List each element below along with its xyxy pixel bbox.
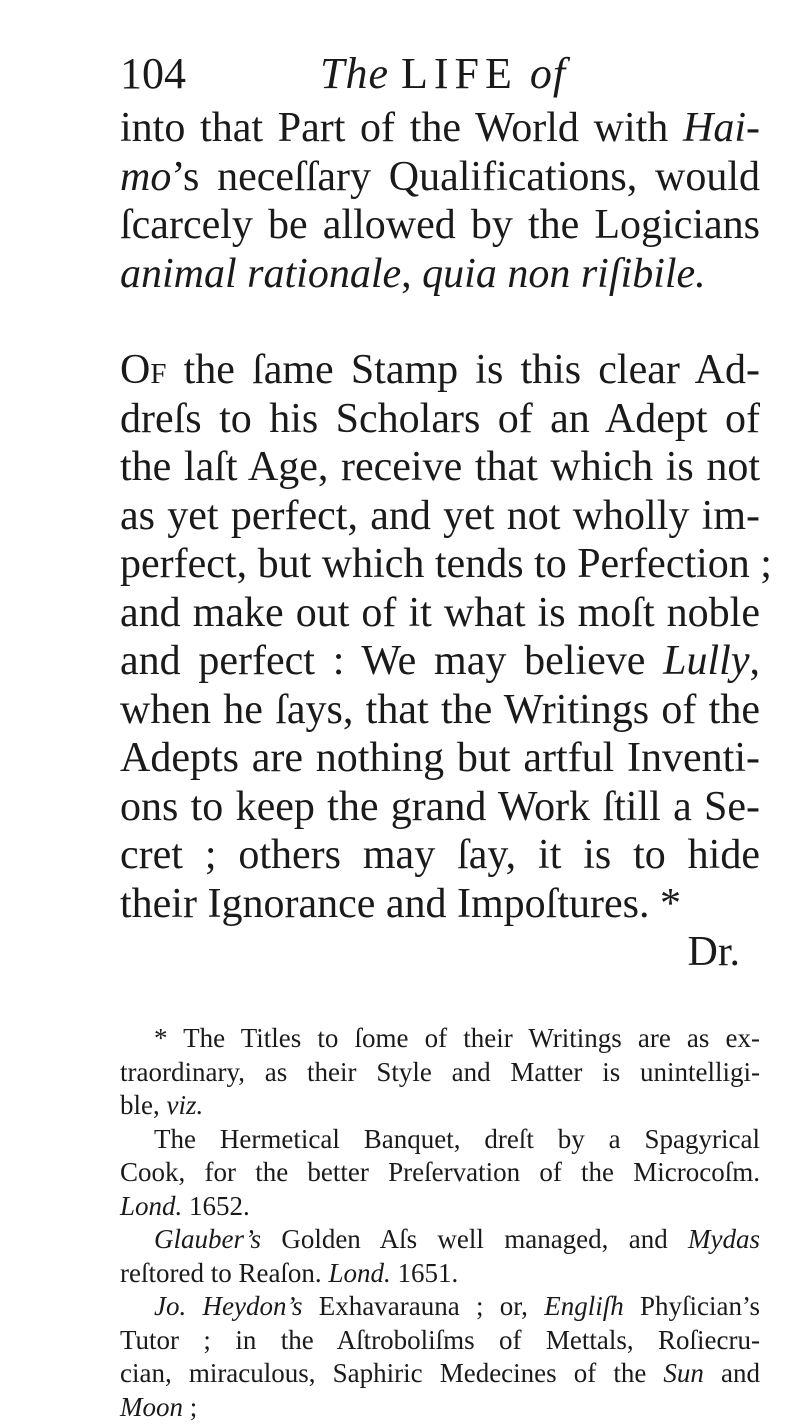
text-run: reſtored to Reaſon. [120, 1258, 328, 1288]
italic-run: Hai- [683, 105, 760, 151]
text-run: Golden Aſs well managed, and [261, 1224, 688, 1254]
text-run: 1651. [391, 1258, 459, 1288]
paragraph2-line [120, 492, 760, 541]
text-run: the ſame Stamp is this clear Ad- [166, 347, 760, 393]
paragraph2-line [120, 443, 760, 492]
footnote-line [120, 1357, 760, 1391]
text-run: and [704, 1358, 760, 1388]
text-run: , [750, 638, 761, 684]
running-title [320, 44, 566, 104]
text-run: cian, miraculous, Saphiric Medecines of the [120, 1358, 663, 1388]
italic-run: Lond. [120, 1191, 182, 1221]
text-run: their Ignorance and Impoſtures. * [120, 881, 681, 927]
paragraph1-line [120, 250, 760, 299]
footnote-line [120, 1290, 760, 1324]
italic-run: Lond. [328, 1258, 390, 1288]
small-caps-run: Of [120, 347, 166, 393]
text-run: , [401, 251, 422, 297]
catchword: Dr. [120, 928, 760, 977]
italic-run: Sun [663, 1358, 704, 1388]
text-run: into that Part of the World with [120, 105, 683, 151]
footnote-block [120, 1022, 760, 1424]
paragraph-1 [120, 104, 760, 298]
running-head [120, 44, 750, 104]
text-run: the laſt Age, receive that which is not [120, 444, 760, 490]
text-run: and make out of it what is moſt noble [120, 590, 760, 636]
text-run: Cook, for the better Preſervation of the Microcoſm. [120, 1157, 760, 1187]
footnote-line [120, 1089, 760, 1123]
footnote-line [120, 1190, 760, 1224]
italic-run: Mydas [688, 1224, 760, 1254]
body-text [120, 104, 760, 977]
paragraph2-line [120, 395, 760, 444]
italic-run: animal rationale [120, 251, 401, 297]
text-run: ; [183, 1392, 197, 1422]
footnote-line [120, 1324, 760, 1358]
running-title-prefix: The [320, 49, 389, 98]
paragraph2-line [120, 880, 760, 929]
italic-run: Lully [663, 638, 749, 684]
paragraph1-line [120, 153, 760, 202]
text-run: ’s neceſſary Qualifications, would [171, 154, 760, 200]
italic-run: viz. [167, 1090, 204, 1120]
footnote-line [120, 1391, 760, 1424]
text-run: * The Titles to ſome of their Writings are as ex- [154, 1023, 760, 1053]
paragraph2-line [120, 346, 760, 395]
text-run: Tutor ; in the Aſtroboliſms of Mettals, Roſiecru- [120, 1325, 760, 1355]
footnote-line [120, 1022, 760, 1056]
text-run: Exhavarauna ; or, [303, 1291, 545, 1321]
paragraph-gap [120, 298, 760, 346]
text-run: Phyſician’s [624, 1291, 760, 1321]
italic-run: Moon [120, 1392, 183, 1422]
footnote-line [120, 1123, 760, 1157]
text-run: perfect, but which tends to Perfection ; [120, 541, 772, 587]
footnote-line [120, 1257, 760, 1291]
paragraph2-line [120, 589, 760, 638]
paragraph2-line [120, 540, 760, 589]
text-run: traordinary, as their Style and Matter is unintelligi- [120, 1057, 760, 1087]
text-run: Adepts are nothing but artful Inventi- [120, 735, 760, 781]
footnote-line [120, 1156, 760, 1190]
text-run: ons to keep the grand Work ſtill a Se- [120, 784, 760, 830]
text-run: 1652. [182, 1191, 250, 1221]
footnotes [120, 1022, 760, 1424]
text-run: ble, [120, 1090, 167, 1120]
paragraph-2 [120, 346, 760, 928]
italic-run: quia non riſibile. [422, 251, 706, 297]
running-title-main: LIFE [401, 49, 518, 98]
paragraph2-line [120, 734, 760, 783]
page-number: 104 [120, 44, 186, 104]
paragraph2-line [120, 637, 760, 686]
paragraph2-line [120, 831, 760, 880]
text-run: ſcarcely be allowed by the Logicians [120, 202, 760, 248]
paragraph2-line [120, 783, 760, 832]
paragraph1-line [120, 201, 760, 250]
italic-run: Jo. Heydon’s [154, 1291, 303, 1321]
paragraph2-line [120, 686, 760, 735]
paragraph1-line [120, 104, 760, 153]
footnote-line [120, 1223, 760, 1257]
italic-run: Engliſh [544, 1291, 624, 1321]
text-run: when he ſays, that the Writings of the [120, 687, 760, 733]
italic-run: Glauber’s [154, 1224, 261, 1254]
text-run: and perfect : We may believe [120, 638, 663, 684]
text-run: as yet perfect, and yet not wholly im- [120, 493, 760, 539]
running-title-suffix: of [530, 49, 566, 98]
text-run: The Hermetical Banquet, dreſt by a Spagyrical [154, 1124, 760, 1154]
italic-run: mo [120, 154, 171, 200]
text-run: cret ; others may ſay, it is to hide [120, 832, 760, 878]
footnote-line [120, 1056, 760, 1090]
text-run: dreſs to his Scholars of an Adept of [120, 396, 760, 442]
